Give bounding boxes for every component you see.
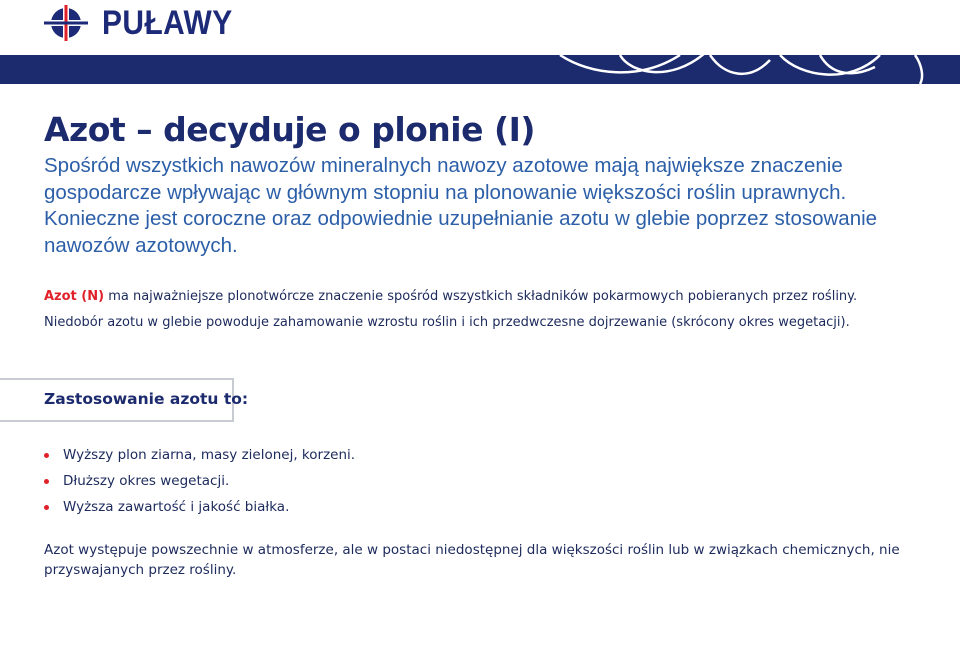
page-title: Azot – decyduje o plonie (I) [44, 110, 535, 149]
bullet-icon [44, 505, 49, 510]
nitrogen-importance-text [44, 288, 857, 306]
list-item [44, 468, 355, 494]
list-item-text: Dłuższy okres wegetacji. [63, 473, 230, 489]
decorative-swoosh-icon [520, 55, 960, 84]
nitrogen-importance-body: ma najważniejsze plonotwórcze znaczenie spośród wszystkich składników pokarmowych pobieranych przez rośliny. [104, 289, 858, 304]
list-item-text: Wyższy plon ziarna, masy zielonej, korzeni. [63, 447, 356, 463]
list-item [44, 494, 355, 520]
footer-paragraph: Azot występuje powszechnie w atmosferze, ale w postaci niedostępnej dla większości roślin lub w związkach chemicznych, nie przyswajanych przez rośliny. [44, 542, 900, 578]
brand-logo [44, 5, 250, 41]
list-item [44, 442, 355, 468]
bullet-icon [44, 479, 49, 484]
intro-paragraph: Spośród wszystkich nawozów mineralnych nawozy azotowe mają największe znaczenie gospodarcze wpływając w głównym stopniu na plonowanie większości roślin uprawnych. Konieczne jest coroczne oraz odpowiednie uzupełnianie azotu w glebie poprzez stosowanie nawozów azotowych. [44, 154, 878, 258]
list-item-text: Wyższa zawartość i jakość białka. [63, 499, 290, 515]
nitrogen-deficiency-text: Niedobór azotu w glebie powoduje zahamowanie wzrostu roślin i ich przedwczesne dojrzewanie (skrócony okres wegetacji). [44, 315, 850, 330]
section-label: Zastosowanie azotu to: [44, 390, 249, 408]
nitrogen-highlight: Azot (N) [44, 289, 105, 304]
brand-name: PUŁAWY [102, 4, 233, 42]
puławy-logo-icon [44, 5, 90, 41]
uses-list [44, 442, 355, 520]
bullet-icon [44, 453, 49, 458]
header-band [0, 55, 960, 84]
